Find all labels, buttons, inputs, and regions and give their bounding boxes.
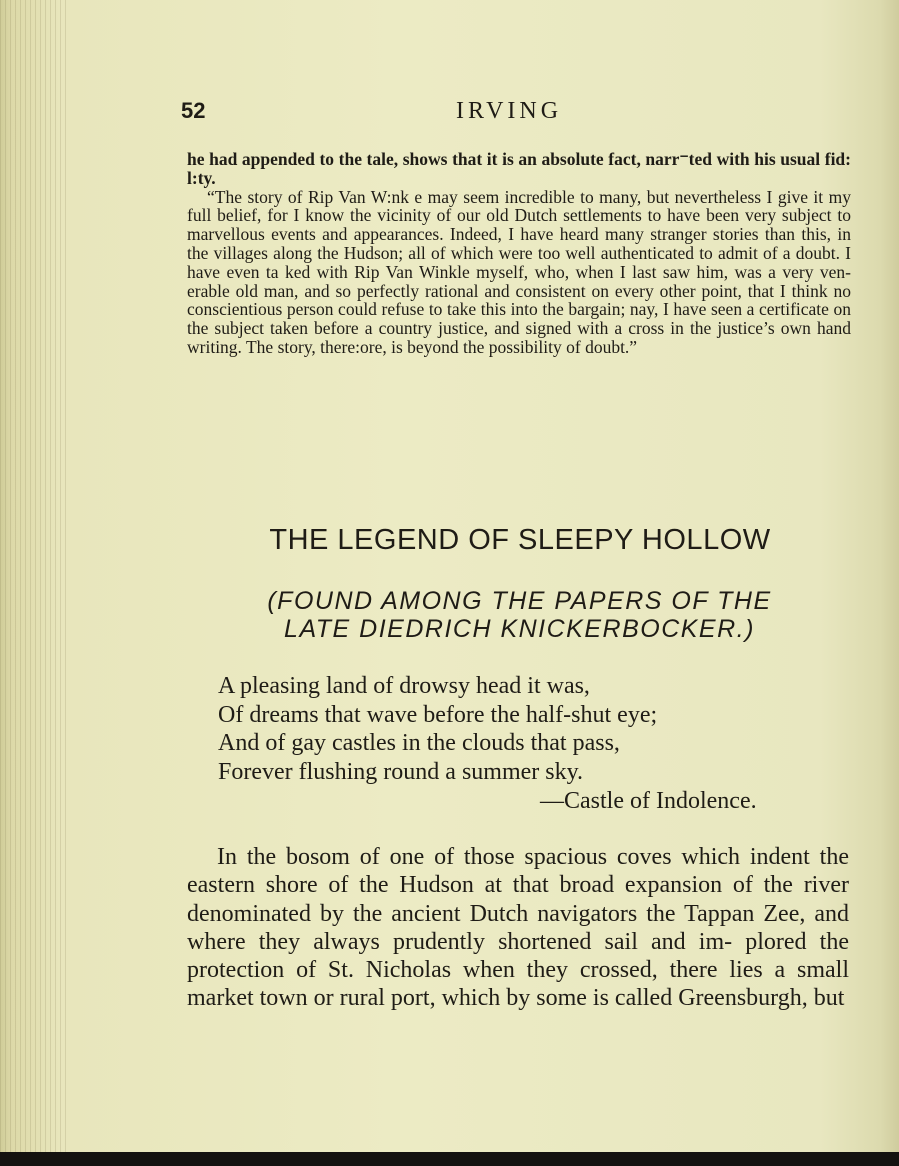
page-number: 52	[181, 98, 206, 123]
subtitle-line-1: (FOUND AMONG THE PAPERS OF THE	[267, 587, 772, 615]
epigraph-attribution: —Castle of Indolence.	[540, 788, 757, 814]
story-title: THE LEGEND OF SLEEPY HOLLOW	[269, 524, 771, 556]
poem-line: Forever flushing round a summer sky.	[218, 758, 584, 785]
running-title: IRVING	[456, 98, 563, 124]
poem-line: A pleasing land of drowsy head it was,	[218, 673, 590, 699]
book-binding-gutter	[0, 0, 70, 1166]
previous-story-text	[187, 150, 851, 357]
poem-line: Of dreams that wave before the half-shut eye;	[218, 701, 658, 728]
quotation-paragraph: “The story of Rip Van W:nk e may seem incredible to many, but nevertheless I give it my full belief, for I know the vicinity of our old Dutch settlements to have been very subject to marvellous events and appearances. Indeed, I have heard many stranger stories than this, in the villages along the Hudson; all of which were too well authenticated to admit of a doubt. I have even ta ked with Rip Van Winkle myself, who, when I last saw him, was a very ven- erable old man, and so perfectly rational and consistent on every other point, that I think no conscientious person could refuse to take this into the bargain; nay, I have seen a certificate on the subject taken before a country justice, and signed with a cross in the justice’s own hand writing. The story, there:ore, is beyond the possibility of doubt.”	[187, 186, 851, 357]
story-subtitle	[187, 587, 852, 643]
page-bottom-edge	[0, 1152, 899, 1166]
subtitle-line-2: LATE DIEDRICH KNICKERBOCKER.)	[284, 615, 755, 643]
opening-paragraph: In the bosom of one of those spacious coves which indent the eastern shore of the Hudson at that broad expansion of the river denominated by the ancient Dutch navigators the Tappan Zee, and where they always prudently shortened sail and im- plored the protection of St. Nicholas when they crossed, there lies a small market town or rural port, which by some is called Greensburgh, but	[187, 844, 849, 1012]
epigraph-poem	[218, 672, 838, 786]
poem-line: And of gay castles in the clouds that pass,	[218, 730, 620, 756]
continuation-paragraph: he had appended to the tale, shows that it is an absolute fact, narr⁻ted with his usual fid: l:ty.	[187, 149, 851, 188]
